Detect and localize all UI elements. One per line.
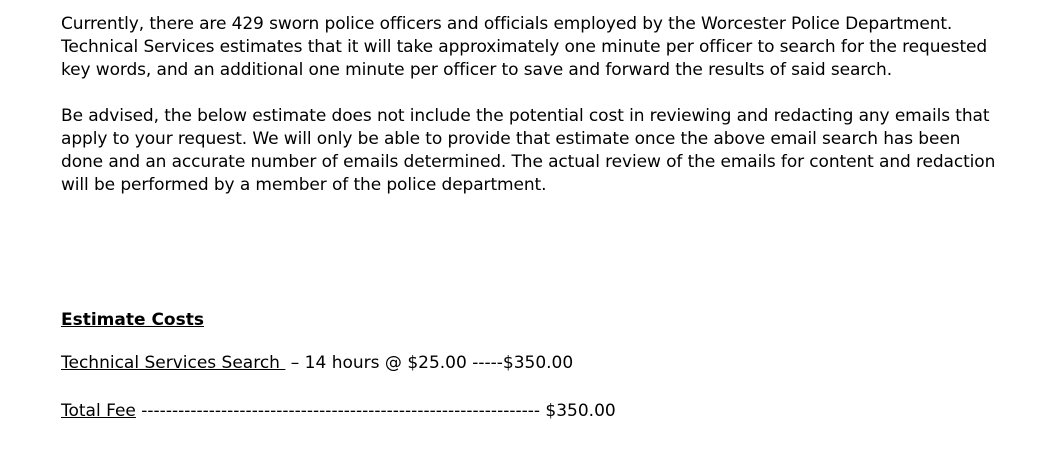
officer-count-paragraph: Currently, there are 429 sworn police officers and officials employed by the Worcester Police Department. Technical Services estimates that it will take approximately one minute per officer to search for the requested key words, and an additional one minute per officer to save and forward the results of said search.: [61, 14, 988, 80]
estimate-disclaimer-paragraph: Be advised, the below estimate does not include the potential cost in reviewing and redacting any emails that apply to your request. We will only be able to provide that estimate once the above email search has been done and an accurate number of emails determined. The actual review of the emails for content and redaction will be performed by a member of the police department.: [61, 106, 996, 195]
line-item-label: Total Fee: [61, 401, 136, 421]
document-body: [61, 13, 1001, 197]
line-item-detail: ----------------------------------------------------------------- $350.00: [135, 401, 616, 421]
total-fee-line: [61, 400, 616, 423]
technical-services-search-line: [61, 352, 573, 375]
line-item-label: Technical Services Search: [61, 353, 286, 373]
line-item-detail: – 14 hours @ $25.00 -----$350.00: [285, 353, 574, 373]
estimate-costs-heading: Estimate Costs: [61, 310, 204, 330]
